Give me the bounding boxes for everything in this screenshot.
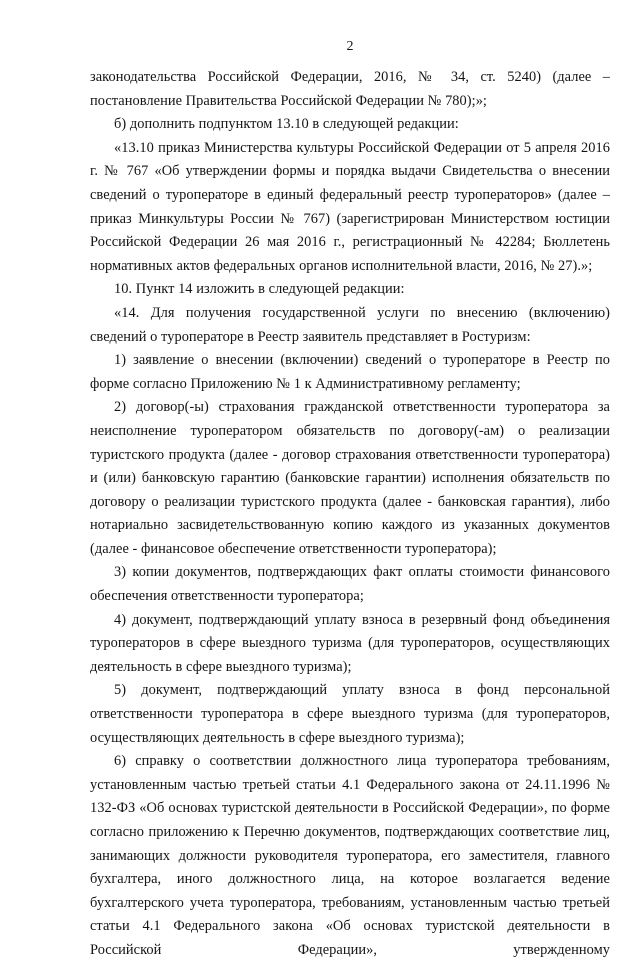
paragraph-2: б) дополнить подпунктом 13.10 в следующей редакции:	[114, 116, 459, 133]
paragraph-4: 10. Пункт 14 изложить в следующей редакции:	[114, 281, 405, 298]
paragraph-7: 2) договор(-ы) страхования гражданской ответственности туроператора за неисполнение туроператором обязательств по договору(-ам) о реализации туристского продукта (далее - договор страхования ответственности туроператора) и (или) банковскую гарантию (банковские гарантии) исполнения обязательств по договору о реализации туристского продукта (далее - банковская гарантия), либо нотариально засвидетельствованную копию каждого из указанных документов (далее - финансовое обеспечение ответственности туроператора);	[90, 399, 610, 557]
paragraph-6: 1) заявление о внесении (включении) сведений о туроператоре в Реестр по форме согласно Приложению № 1 к Административному регламенту;	[90, 352, 610, 392]
paragraph-10: 5) документ, подтверждающий уплату взноса в фонд персональной ответственности туроператора в сфере выездного туризма (для туроператоров, осуществляющих деятельность в сфере выездного туризма);	[90, 682, 610, 746]
paragraph-3: «13.10 приказ Министерства культуры Российской Федерации от 5 апреля 2016 г. № 767 «Об утверждении формы и порядка выдачи Свидетельства о внесении сведений о туроператоре в единый федеральный реестр туроператоров» (далее – приказ Минкультуры России № 767) (зарегистрирован Министерством юстиции Российской Федерации 26 мая 2016 г., регистрационный № 42284; Бюллетень нормативных актов федеральных органов исполнительной власти, 2016, № 27).»;	[90, 139, 610, 274]
paragraph-9: 4) документ, подтверждающий уплату взноса в резервный фонд объединения туроператоров в сфере выездного туризма (для туроператоров, осуществляющих деятельность в сфере выездного туризма);	[90, 611, 610, 675]
page-number: 2	[346, 39, 354, 54]
paragraph-8: 3) копии документов, подтверждающих факт оплаты стоимости финансового обеспечения ответственности туроператора;	[90, 564, 610, 605]
paragraph-1: законодательства Российской Федерации, 2016, № 34, ст. 5240) (далее – постановление Правительства Российской Федерации № 780);»;	[90, 69, 610, 109]
paragraph-11: 6) справку о соответствии должностного лица туроператора требованиям, установленным частью третьей статьи 4.1 Федерального закона от 24.11.1996 № 132-ФЗ «Об основах туристской деятельности в Российской Федерации», по форме согласно приложению к Перечню документов, подтверждающих соответствие лиц, занимающих должности руководителя туроператора, его заместителя, главного бухгалтера, иного должностного лица, на которое возлагается ведение бухгалтерского учета туроператора, требованиям, установленным частью третьей статьи 4.1 Федерального закона «Об основах туристской деятельности в Российской Федерации», утвержденному	[90, 753, 610, 958]
paragraph-5: «14. Для получения государственной услуги по внесению (включению) сведений о туроператоре в Реестр заявитель представляет в Ростуризм:	[90, 304, 610, 345]
